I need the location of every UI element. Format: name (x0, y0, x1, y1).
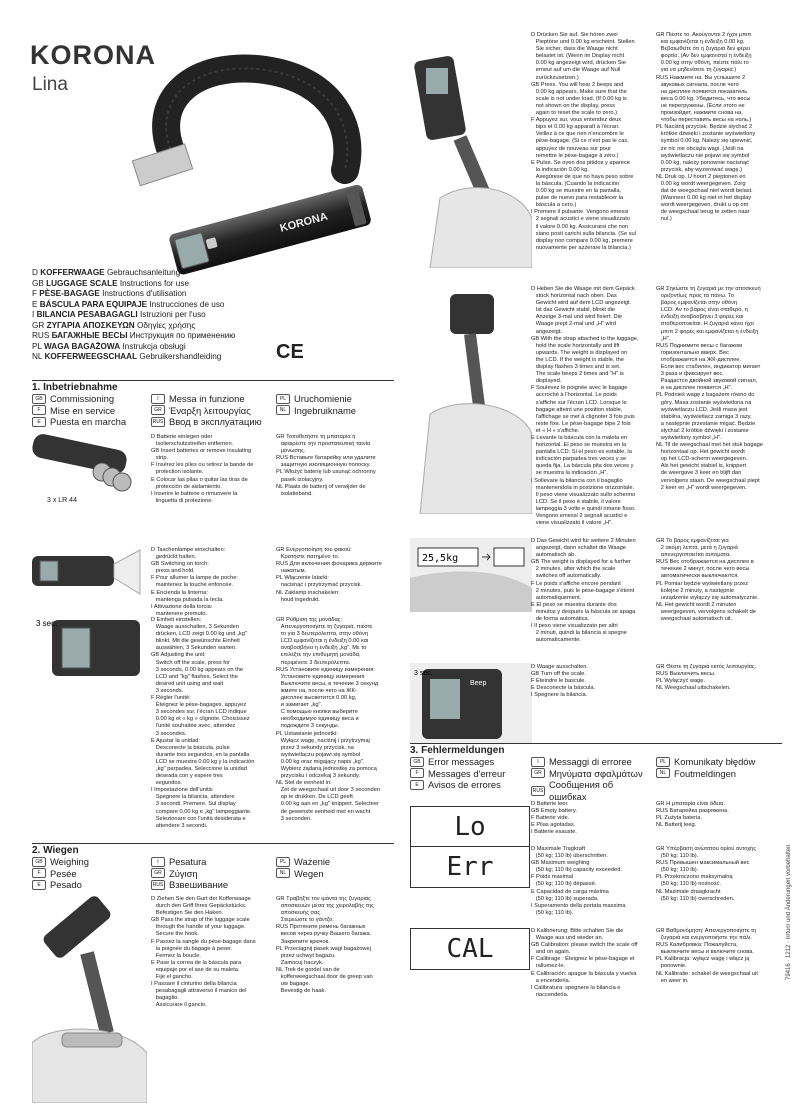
press-text-1: D Drücken Sie auf. Sie hören zwei Pieptöne und 0.00 kg erscheint. Stellen Sie sicher, dass die Waage nicht belastet ist. (Wenn im Display nicht 0.00 kg angezeigt wird, drücken Sie erneut auf um die Waage auf Null zurückzusetzen.) GB Press. You will hear 2 beeps and 0.00 kg appears. Make sure that the scale is not under load. (If 0.00 kg is not shown on the display, press again to reset the scale to zero.) F Appuyez sur, vous entendez deux bips et 0.00 kg apparaît à l'écran. Veillez à ce que rien n'encombre le pèse-bagage. (Si ce n'est pas le cas, appuyez de nouveau sur pour remettre le pèse-bagage à zéro.) E Pulse. Se oyen dos pitidos y aparece la indicación 0.00 kg. Asegúrese de que no haya peso sobre la báscula. (Cuando la indicación 0.00 kg se muestre en la pantalla, pulse de nuevo para restablecer la báscula a cero.) I Premere il pulsante. Vengono emessi 2 segnali acustici e viene visualizzato il valore 0.00 kg. Assicurarsi che non siano posti carichi sulla bilancia. (Se sul display non compare 0.00 kg, premere nuovamente per azzerare la bilancia.) (531, 32, 636, 251)
lang-row-text: Pesée (50, 867, 77, 879)
lift-text-2: GR Σηκώστε τη ζυγαριά με την αποσκευή οριζοντίως προς τα πάνω. Το βάρος εμφανίζεται στην οθόνη LCD. Αν το βάρος είναι σταθερό, η ένδειξη αναβοσβήνει 3 φορές και σταθεροποιείται. Η ζυγαριά κάνει ήχο μπιπ 2 φορές και εμφανίζεται η ένδειξη „H". RUS Поднимите весы с багажом горизонтально вверх. Вес отображается на ЖК-дисплее. Если вес стабилен, индикатор мигает 3 раза и фиксирует вес. Раздастся двойной звуковой сигнал, и на дисплее появится „H". PL Podnieś wagę z bagażem równo do góry. Masa zostanie wyświetlona na wyświetlaczu LCD. Jeśli masa jest stabilna, wyświetlacz zamiga 3 razy, a następnie przestanie migać. Będzie słychać 2 krótkie dźwięki i zostanie wyświetlony symbol „H". NL Til de weegschaal met het stuk bagage horizontaal op. Het gewicht wordt op het LCD-scherm weergegeven. Als het gewicht stabiel is, knippert de weergave 3 keer en blijft dan vervolgens staan. De weegschaal piept 2 keer en „H" wordt weergegeven. (656, 286, 763, 491)
section-3-col1 (410, 756, 528, 791)
title-code: PL (32, 341, 42, 351)
press-illustration (410, 28, 532, 268)
language-flag-icon: E (32, 880, 46, 890)
lang-row (531, 756, 653, 768)
lang-row-text: Ważenie (294, 856, 331, 867)
section-1-title: 1. Inbetriebnahme (32, 382, 118, 393)
torch-text-1: D Taschenlampe einschalten: gedrückt halten. GB Switching on torch: press and hold. F Pour allumer la lampe de poche: maintenez la touche enfoncée. E Encienda la linterna: mantenga pulsada la tecla. I Attivazione della torcia: mantenere premuto. (151, 547, 238, 617)
language-flag-icon: I (151, 857, 165, 867)
title-item (32, 289, 235, 300)
lang-row-text: Messa in funzione (169, 393, 245, 404)
title-code: I (32, 310, 35, 319)
lcd-cal: CAL (410, 928, 530, 970)
battery-text-2: GR Τοποθετήστε τη μπαταρία ή αφαιρέστε την προστατευτική ταινία μόνωσης. RUS Вставьте батарейку или удалите защитную изоляционную полоску. PL Włożyć baterię lub usunąć ochronny pasek izolacyjny. NL Plaats de batterij of verwijder de isolatieband. (276, 434, 376, 497)
lang-row (32, 879, 142, 891)
title-code: GR (32, 320, 45, 330)
lo-text-1: D Batterie leer. GB Empty battery. F Batterie vide. E Pilas agotadas. I Batterie esauste. (531, 801, 578, 836)
title-name: ΖΥΓΑΡΙΑ ΑΠΟΣΚΕΥΩΝ (46, 320, 135, 330)
off-text-1: D Waage ausschalten. GB Turn off the scale. F Éteindre le bascule. E Desconecte la báscula. I Spegnere la bilancia. (531, 664, 596, 699)
battery-illustration (32, 432, 142, 522)
side-note: 79416 · 1212 · Irrtum und Änderungen vorbehalten (786, 844, 792, 980)
lang-row (276, 868, 394, 880)
lang-row-text: Μηνύματα σφαλμάτων (549, 767, 643, 779)
display-illustration (410, 538, 532, 612)
title-name: LUGGAGE SCALE (46, 278, 118, 288)
cal-text-1: D Kalibrierung: Bitte schalten Sie die Waage aus und wieder an. GB Calibration: please switch the scale off and on again. F Calibrage : Éteignez le pèse-bagage et rallumez-le. E Calibración: apague la báscula y vuelva a encenderla. I Calibratura: spegnere la bilancia e riaccenderla. (531, 928, 638, 998)
beep-label: Beep (470, 680, 487, 687)
title-item (32, 331, 235, 342)
scale-body-brand: KORONA (278, 210, 330, 235)
off-illustration (410, 663, 532, 743)
lang-row (410, 768, 528, 780)
language-flag-icon: RUS (152, 418, 164, 425)
language-flag-icon: PL (656, 757, 670, 767)
battery-text-1: D Batterie einlegen oder Isolierschutzstreifen entfernen. GB Insert batteries or remove insulating strip. F Insérez les piles ou retirez la bande de protection isolante. E Colocar las pilas o quitar las tiras de protección de aislamiento. I Inserire le batterie o rimuovere la linguetta di protezione. (151, 434, 254, 504)
lang-row (410, 756, 528, 768)
lang-row (32, 856, 142, 868)
title-name: KOFFERWAAGE (40, 268, 105, 277)
title-item (32, 342, 235, 353)
lang-row-text: Ввод в эксплуатацию (169, 416, 262, 427)
language-flag-icon: PL (276, 857, 290, 867)
language-flag-icon: F (410, 768, 424, 778)
language-flag-icon: GR (151, 405, 165, 415)
language-flag-icon: NL (656, 768, 670, 778)
lang-row (151, 856, 271, 868)
language-flag-icon: F (32, 868, 46, 878)
unit-3sec-label: 3 sec. (36, 619, 58, 628)
section-2-title: 2. Wiegen (32, 845, 79, 856)
lang-row (151, 879, 271, 891)
title-item (32, 310, 235, 321)
unit-text-1: D Einheit einstellen: Waage ausschalten, 3 Sekunden drücken, LCD zeigt 0.00 kg und „kg" blinkt. Mit die gewünschte Einheit auswählen, 3 Sekunden warten. GB Adjusting the unit: Switch off the scale, press for 3 seconds, 0.00 kg appears on the LCD and "kg" flashes. Select the desired unit using and wait 3 seconds. F Régler l'unité: Éteignez le pèse-bagages, appuyez 3 secondes sur, l'écran LCD indique 0.00 kg et « kg » clignote. Choisissez l'unité souhaitée avec, attendez 3 secondes. E Ajustar la unidad: Desconecte la báscula, pulse durante tres segundos, en la pantalla LCD se muestra 0.00 kg y la indicación „kg" parpadea. Seleccione la unidad deseada con y espere tres segundos. I Impostazione dell'unità: Spegnere la bilancia, attendere 3 secondi. Premere. Sul display compare 0.00 kg e „kg" lampeggiante. Selezionare con l'unità desiderata e attendere 3 secondi. (151, 617, 255, 829)
title-desc: Instrukcja obsługi (122, 341, 186, 351)
lift-text-1: D Heben Sie die Waage mit dem Gepäck stück horizontal nach oben. Das Gewicht wird auf dem LCD angezeigt. Ist das Gewicht stabil, blinkt die Anzeige 3-mal und wird fixiert. Die Waage piept 2-mal und „H" wird angezeigt. GB With the strap attached to the luggage, hold the scale horizontally and lift upwards. The weight is displayed on the LCD. If the weight is stable, the display flashes 3 times and is set. The scale beeps 2 times and "H" is displayed. F Soulevez le poignée avec le bagage accroché à l'horizontal. Le poids s'affiche sur l'écran LCD. Lorsque le bagage atteint une position stable, l'affichage se met à clignoter 3 fois puis reste fixe. Le pèse-bagage bipe 2 fois et « H » s'affiche. E Levante la báscula con la maleta en horizontal. El peso se muestra en la pantalla LCD. Si el peso es estable, la indicación parpadea tres veces y se queda fija. La báscula pita dos veces y se muestra la indicación „H". I Sollevare la bilancia con il bagaglio mantenendola in posizione orizzontale. Il peso viene visualizzato sullo schermo LCD. Se il peso è stabile, il valore lampeggia 3 volte e quindi rimane fisso. Vengono emessi 2 segnali acustici e viene visualizzato il valore „H". (531, 286, 639, 527)
lang-row-text: Puesta en marcha (50, 416, 127, 427)
title-code: D (32, 268, 38, 277)
section-3-col3 (656, 756, 781, 779)
weight-display: 25,5kg (422, 553, 459, 564)
lang-row-text: Komunikaty błędów (674, 756, 756, 767)
err-text-1: D Maximale Tragkraft (50 kg; 110 lb) überschritten. GB Maximum weighing (50 kg; 110 lb) capacity exceeded. F Poids maximal (50 kg; 110 lb) dépassé. E Capacidad de carga máxima (50 kg; 110 lb) superada. I Superamento della portata massima (50 kg; 110 lb). (531, 846, 626, 916)
lang-row (151, 416, 271, 428)
title-code: NL (32, 352, 43, 361)
section-3-rule (410, 743, 782, 744)
battery-label: 3 x LR 44 (47, 497, 77, 504)
section-2-col2 (151, 856, 271, 891)
lang-row-text: Error messages (428, 756, 495, 767)
title-desc: Οδηγίες χρήσης (136, 320, 196, 330)
title-code: F (32, 289, 38, 298)
title-item (32, 300, 235, 311)
title-name: БАГАЖНЫЕ ВЕСЫ (51, 331, 128, 340)
torch-illustration (32, 536, 142, 608)
lang-row (656, 756, 781, 768)
title-code: GB (32, 278, 44, 288)
language-flag-icon: NL (276, 868, 290, 878)
title-name: WAGA BAGAŻOWA (44, 341, 121, 351)
title-item (32, 321, 235, 332)
lang-row (32, 405, 142, 417)
lang-row-text: Commissioning (50, 393, 115, 404)
lang-row-text: Сообщения об ошибках (549, 779, 614, 802)
ce-mark: CE (276, 341, 304, 363)
lang-row-text: Ingebruikname (294, 404, 357, 416)
lang-row (32, 868, 142, 880)
title-desc: Istruzioni per l'uso (139, 310, 206, 319)
luggage-scale-photo (105, 40, 390, 275)
language-flag-icon: GB (32, 394, 46, 404)
unit-text-2: GR Ρύθμιση της μονάδας: Απενεργοποιήστε τη ζυγαριά, πιέστε το για 3 δευτερόλεπτα, στην οθόνη LCD εμφανίζεται η ένδειξη 0.00 και αναβοσβήνει η ένδειξη „kg". Με το επιλέξτε την επιθυμητή μονάδα, περιμένετε 3 δευτερόλεπτα. RUS Установите единицу измерения: Установите единицу измерения Выключите весы, в течение 3 секунд жмите на, после чего на ЖК- дисплее высветится 0.00 kg, и замигает „kg". С помощью кнопки выберите необходимую единицу веса и подождите 3 секунды. PL Ustawianie jednostki: Wyłącz wagę, naciśnij i przytrzymaj przez 3 sekundy przycisk, na wyświetlaczu pojawi się symbol 0.00 kg oraz migający napis „kg". Wybierz żądaną jednostkę za pomocą przycisku i odczekaj 3 sekundy. NL Stel de eenheid in: Zet de weegschaal uit door 3 seconden op te drukken. De LCD geeft 0.00 kg aan en „kg" knippert. Selecteer de gewenste eenheid met en wacht 3 seconden. (276, 617, 381, 822)
section-1-col2 (151, 393, 271, 428)
lcd-err: Err (410, 846, 530, 888)
title-code: E (32, 299, 38, 309)
language-flag-icon: GR (151, 868, 165, 878)
title-item (32, 279, 235, 290)
language-flag-icon: I (531, 757, 545, 767)
language-flag-icon: F (32, 405, 46, 415)
title-desc: Instructions d'utilisation (102, 289, 187, 298)
language-flag-icon: E (32, 417, 46, 427)
lang-row-text: Weighing (50, 856, 89, 867)
press-text-2: GR Πιέστε το. Ακούγονται 2 ήχοι μπιπ και εμφανίζεται η ένδειξη 0.00 kg. Βεβαιωθείτε ότι η ζυγαριά δεν φέρει φορτίο. (Αν δεν εμφανιστεί η ένδειξη 0.00 kg στην οθόνη, πιέστε πάλι το για να μηδενίσετε τη ζυγαριά.) RUS Нажмите на. Вы услышите 2 звуковых сигнала, после чего на дисплее появится показатель веса 0.00 kg. Убедитесь, что весы не перегружены. (Если этого не произойдет, нажмите снова на, чтобы переставить весы на ноль.) PL Naciśnij przycisk. Będzie słychać 2 krótkie dźwięki i zostanie wyświetlony symbol 0.00 kg. Należy się upewnić, że nic nie obciąża wagi. (Jeśli na wyświetlaczu nie pojawi się symbol 0.00 kg, należy ponownie nacisnąć przycisk, aby wyzerować wagę.) NL Druk op. U hoort 2 pieptonen en 0.00 kg wordt weergegeven. Zorg dat de weegschaal niet wordt belast. (Wanneer 0.00 kg niet in het display wordt weergegeven, drukt u op om de weegschaal terug te zetten naar nul.) (656, 32, 756, 223)
language-flag-icon: E (410, 780, 424, 790)
title-name: BILANCIA PESABAGAGLI (36, 310, 138, 319)
lang-row (531, 779, 653, 802)
strap-text-2: GR Τραβήξτε τον ιμάντα της ζυγαριάς αποσκευών μέσα της χειρολαβής της αποσκευής σας. Στερεώστε το γάντζο. RUS Протяните ремень багажных весов через ручку Вашего багажа. Закрепите крючок. PL Przeciągnij pasek wagi bagażowej przez uchwyt bagażu. Zamocuj haczyk. NL Trek de gordel van de kofferweegschaal door de greep van uw bagage. Bevestig de haak. (276, 896, 374, 995)
lang-row-text: Messaggi di erroree (549, 756, 632, 767)
lang-row (276, 856, 394, 868)
title-name: PÈSE-BAGAGE (39, 289, 100, 298)
section-3-title: 3. Fehlermeldungen (410, 745, 505, 756)
lang-row-text: Взвешивание (169, 879, 229, 890)
title-name: BÁSCULA PARA EQUIPAJE (39, 299, 148, 309)
section-2-col3 (276, 856, 394, 879)
section-1-rule (32, 380, 394, 381)
language-flag-icon: RUS (532, 787, 544, 794)
lang-row (151, 393, 271, 405)
off-text-2: GR Θέστε τη ζυγαριά εκτός λειτουργίας. RUS Выключить весы. PL Wyłączyć wagę. NL Weegschaal uitschakelen. (656, 664, 757, 692)
lang-row (276, 393, 394, 405)
section-1-col1 (32, 393, 142, 428)
section-2-col1 (32, 856, 142, 891)
title-code: RUS (32, 331, 50, 340)
title-desc: Инструкция по применению (129, 331, 236, 340)
lang-row (32, 416, 142, 428)
cal-text-2: GR Βαθμονόμηση: Απενεργοποιήστε τη ζυγαριά και ενεργοποιήστε την πάλι. RUS Калибровка: Пожалуйста, выключите весы и включите снова. PL Kalibracja: wyłącz wagę i włącz ją ponownie. NL Kalibratie: schakel de weegschaal uit en weer in. (656, 928, 758, 984)
unit-illustration (32, 616, 142, 678)
section-1-col3 (276, 393, 394, 416)
brand-logo: KORONA (30, 40, 156, 70)
lang-row-text: Uruchomienie (294, 393, 352, 404)
title-item (32, 352, 235, 363)
lang-row (531, 768, 653, 780)
language-flag-icon: I (151, 394, 165, 404)
title-list (32, 268, 235, 363)
off-3sec-label: 3 sec. (414, 670, 433, 677)
lang-row-text: Messages d'erreur (428, 767, 506, 779)
title-desc: Gebruikershandleiding (139, 352, 222, 361)
lang-row-text: Έναρξη λειτουργίας (169, 404, 251, 416)
lang-row-text: Avisos de errores (428, 779, 501, 790)
product-name: Lina (32, 74, 68, 95)
lang-row-text: Wegen (294, 867, 324, 879)
lift-illustration (410, 284, 532, 514)
section-3-col2 (531, 756, 653, 802)
language-flag-icon: NL (276, 405, 290, 415)
lang-row (151, 868, 271, 880)
strap-text-1: D Ziehen Sie den Gurt der Kofferwaage durch den Griff Ihres Gepäckstücks. Befestigen Sie den Haken. GB Pass the strap of the luggage scale through the handle of your luggage. Secure the hook. F Passez la sangle du pèse-bagage dans la poignée du bagage à peser. Fermez la boucle. E Pase la correa de la báscula para equipaje por el ase de su maleta. Fije el gancho. I Passare il cinturino della bilancia pesabagagli attraverso il manico del bagaglio. Assicurare il gancio. (151, 896, 256, 1009)
language-flag-icon: GB (32, 857, 46, 867)
autooff-text-1: D Das Gewicht wird für weitere 2 Minuten angezeigt, dann schaltet die Waage automatisch ab. GB The weight is displayed for a further 2 minutes, after which the scale switches off automatically. F Le poids s'affiche encore pendant 2 minutes, puis le pèse-bagage s'éteint automatiquement. E El peso se muestra durante dos minutos y después la báscula se apaga de forma automática. I Il peso viene visualizzato per altri 2 minuti, quindi la bilancia si spegne automaticamente. (531, 538, 636, 644)
lang-row-text: Pesatura (169, 856, 207, 867)
lang-row-text: Foutmeldingen (674, 767, 737, 779)
language-flag-icon: RUS (152, 881, 164, 888)
language-flag-icon: GR (531, 768, 545, 778)
language-flag-icon: PL (276, 394, 290, 404)
lang-row (32, 393, 142, 405)
lang-row-text: Pesado (50, 879, 82, 890)
section-2-rule (32, 843, 394, 844)
title-item (32, 268, 235, 279)
autooff-text-2: GR Το βάρος εμφανίζεται για 2 ακόμη λεπτά, μετά η ζυγαριά απενεργοποιείται αυτόματα. RUS Вес отображается на дисплее в течение 2 минут, после чего весы автоматически выключаются. PL Pomiar będzie wyświetlany przez kolejne 2 minuty, a następnie urządzenie wyłączy się automatycznie. NL Het gewicht wordt 2 minuten weergegeven, vervolgens schakelt de weegschaal automatisch uit. (656, 538, 759, 623)
title-desc: Instrucciones de uso (149, 299, 225, 309)
lang-row (276, 405, 394, 417)
title-desc: Gebrauchsanleitung (106, 268, 181, 277)
lang-row-text: Mise en service (50, 404, 116, 416)
lang-row (656, 768, 781, 780)
torch-text-2: GR Ενεργοποίηση του φακού: Κρατήστε πατημένο το. RUS Для включения фонарика держите нажатым. PL Włączenie latarki: nacisnąć i przytrzymać przycisk. NL Zaklamp inschakelen: houd ingedrukt. (276, 547, 382, 603)
strap-illustration (32, 893, 147, 1103)
title-desc: Instructions for use (119, 278, 189, 288)
lcd-lo: Lo (410, 806, 530, 848)
language-flag-icon: GB (410, 757, 424, 767)
lo-text-2: GR Η μπαταρία είναι άδεια. RUS Батарейка разряжена. PL Zużyta bateria. NL Batterij leeg. (656, 801, 729, 829)
lang-row (151, 405, 271, 417)
title-name: KOFFERWEEGSCHAAL (44, 352, 138, 361)
lang-row-text: Ζύγιση (169, 867, 198, 879)
lang-row (410, 779, 528, 791)
err-text-2: GR Υπέρβαση ανώτατου ορίου αντοχής (50 kg; 110 lb). RUS Превышен максимальный вес (50 kg; 110 lb). PL Przekroczono maksymalną (50 kg; 110 lb) nośność. NL Maximale draagkracht (50 kg; 110 lb) overschreden. (656, 846, 757, 902)
